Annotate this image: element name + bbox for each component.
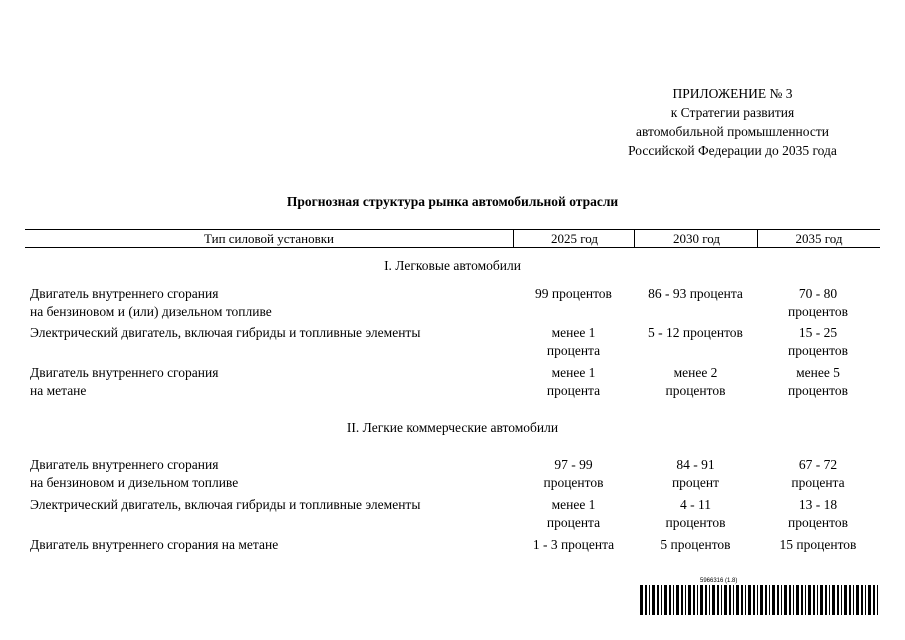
cell-2035: менее 5 [796, 365, 840, 380]
row-label: Двигатель внутреннего сгорания на метане [30, 537, 279, 552]
cell-2025: 99 процентов [535, 286, 612, 301]
row-label: Двигатель внутреннего сгорания [30, 286, 219, 301]
cell-2035: процентов [787, 383, 848, 398]
barcode-icon [640, 585, 880, 615]
cell-2025: менее 1 [551, 365, 596, 380]
cell-2025: процента [546, 515, 601, 530]
cell-2025: 97 - 99 [554, 457, 593, 472]
header-2030: 2030 год [634, 230, 758, 247]
cell-2030: процент [671, 475, 720, 490]
cell-2035: 70 - 80 [798, 286, 838, 301]
row-label: Электрический двигатель, включая гибриды и топливные элементы [30, 325, 421, 340]
row-label: на бензиновом и (или) дизельном топливе [30, 304, 272, 319]
cell-2025: процента [546, 383, 601, 398]
cell-2035: процентов [787, 515, 848, 530]
cell-2030: процентов [665, 383, 726, 398]
cell-2025: процентов [543, 475, 604, 490]
cell-2025: менее 1 [551, 497, 596, 512]
cell-2035: процентов [787, 304, 848, 319]
forecast-table [25, 229, 880, 552]
cell-2030: 86 - 93 процента [648, 286, 743, 301]
section-title: I. Легковые автомобили [384, 258, 521, 273]
cell-2030: 5 процентов [660, 537, 731, 552]
appendix-number: ПРИЛОЖЕНИЕ № 3 [672, 86, 793, 101]
header-power-unit-type: Тип силовой установки [204, 231, 334, 246]
cell-2025: менее 1 [551, 325, 596, 340]
cell-2025: 1 - 3 процента [532, 537, 615, 552]
appendix-line: автомобильной промышленности [636, 124, 829, 139]
cell-2030: 5 - 12 процентов [648, 325, 743, 340]
table-header [25, 229, 880, 248]
cell-2030: 84 - 91 [676, 457, 715, 472]
cell-2025: процента [546, 343, 601, 358]
section-title: II. Легкие коммерческие автомобили [346, 420, 559, 435]
document-title: Прогнозная структура рынка автомобильной отрасли [286, 194, 619, 209]
header-2025: 2025 год [513, 230, 635, 247]
row-label: Двигатель внутреннего сгорания [30, 365, 219, 380]
cell-2035: 15 процентов [779, 537, 857, 552]
cell-2035: 13 - 18 [798, 497, 838, 512]
row-label: Двигатель внутреннего сгорания [30, 457, 219, 472]
header-2035: 2035 год [757, 230, 880, 247]
cell-2035: процентов [787, 343, 848, 358]
appendix-line: к Стратегии развития [670, 105, 795, 120]
barcode-number: 5966316 (1.8) [700, 578, 738, 584]
row-label: на бензиновом и дизельном топливе [30, 475, 239, 490]
cell-2030: менее 2 [673, 365, 718, 380]
cell-2035: 15 - 25 [798, 325, 838, 340]
cell-2035: процента [791, 475, 845, 490]
row-label: на метане [30, 383, 87, 398]
cell-2030: 4 - 11 [680, 497, 711, 512]
appendix-line: Российской Федерации до 2035 года [628, 143, 837, 158]
cell-2035: 67 - 72 [798, 457, 838, 472]
row-label: Электрический двигатель, включая гибриды и топливные элементы [30, 497, 421, 512]
appendix-header [560, 84, 905, 160]
cell-2030: процентов [665, 515, 726, 530]
